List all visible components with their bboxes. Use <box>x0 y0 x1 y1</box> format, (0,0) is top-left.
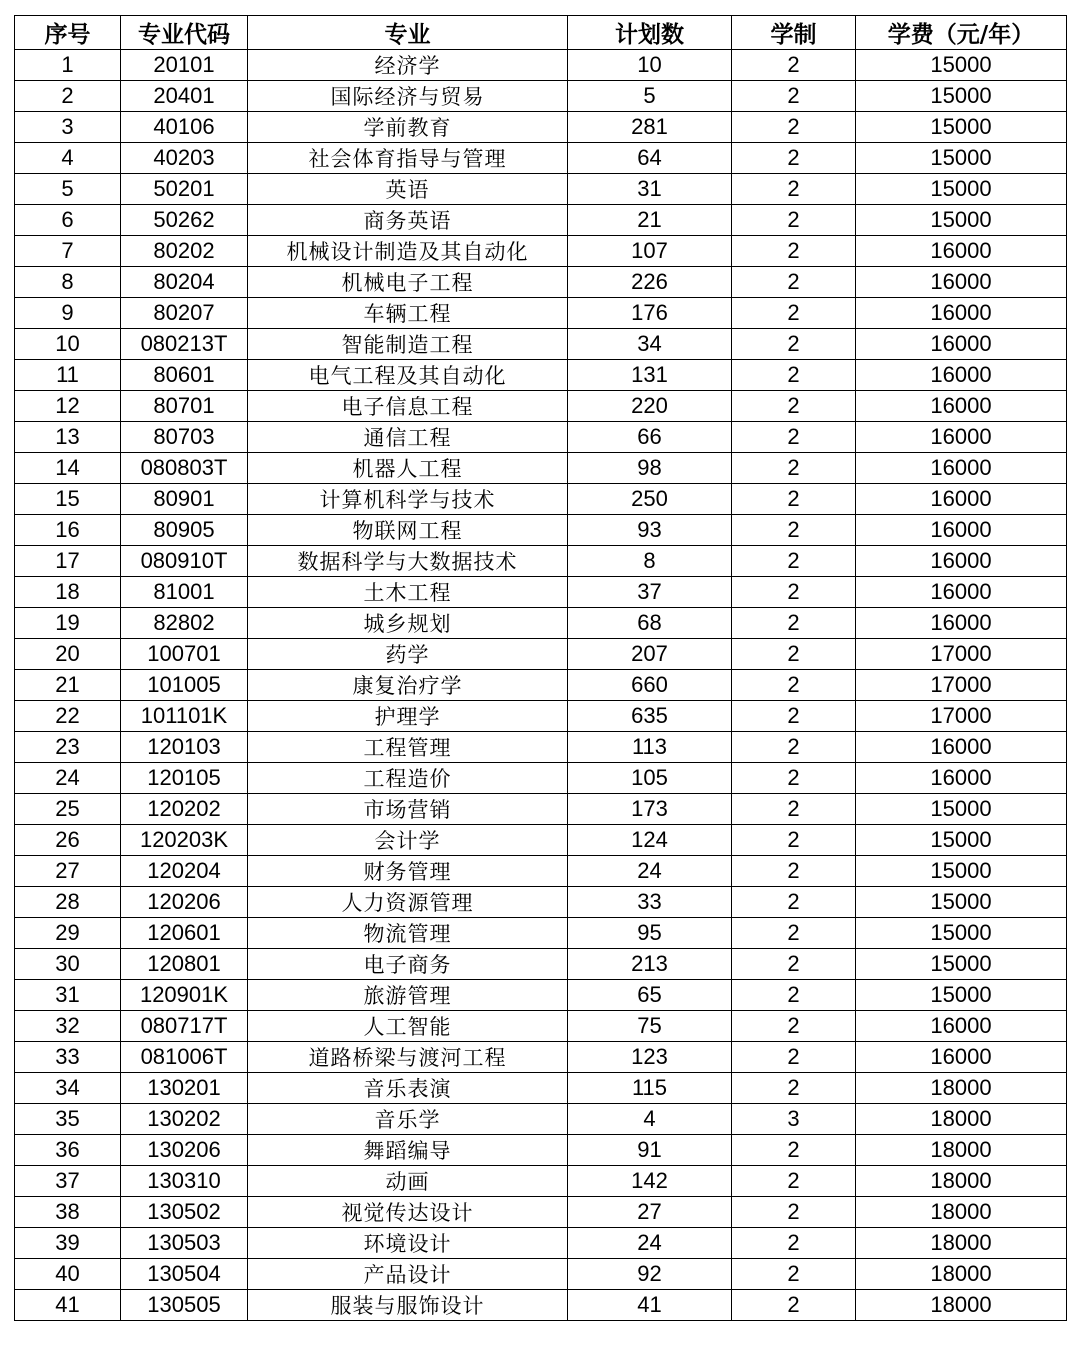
cell-index: 14 <box>15 453 121 484</box>
cell-major: 康复治疗学 <box>248 670 568 701</box>
cell-plan-count: 123 <box>568 1042 732 1073</box>
cell-tuition: 18000 <box>856 1259 1067 1290</box>
cell-major: 视觉传达设计 <box>248 1197 568 1228</box>
cell-major: 通信工程 <box>248 422 568 453</box>
cell-plan-count: 173 <box>568 794 732 825</box>
cell-duration: 2 <box>732 205 856 236</box>
cell-major-code: 080803T <box>121 453 248 484</box>
cell-index: 18 <box>15 577 121 608</box>
enrollment-plan-table <box>14 15 1067 1321</box>
cell-duration: 2 <box>732 949 856 980</box>
cell-plan-count: 68 <box>568 608 732 639</box>
cell-major-code: 80701 <box>121 391 248 422</box>
cell-plan-count: 5 <box>568 81 732 112</box>
cell-plan-count: 66 <box>568 422 732 453</box>
table-row <box>15 887 1067 918</box>
cell-major-code: 080910T <box>121 546 248 577</box>
cell-plan-count: 142 <box>568 1166 732 1197</box>
cell-tuition: 15000 <box>856 174 1067 205</box>
cell-major-code: 120103 <box>121 732 248 763</box>
cell-duration: 2 <box>732 577 856 608</box>
cell-plan-count: 281 <box>568 112 732 143</box>
cell-index: 17 <box>15 546 121 577</box>
cell-major-code: 80905 <box>121 515 248 546</box>
cell-index: 35 <box>15 1104 121 1135</box>
cell-plan-count: 250 <box>568 484 732 515</box>
cell-duration: 2 <box>732 174 856 205</box>
cell-duration: 2 <box>732 143 856 174</box>
cell-plan-count: 31 <box>568 174 732 205</box>
cell-major-code: 130310 <box>121 1166 248 1197</box>
cell-major-code: 80204 <box>121 267 248 298</box>
cell-tuition: 16000 <box>856 453 1067 484</box>
cell-duration: 3 <box>732 1104 856 1135</box>
table-row <box>15 546 1067 577</box>
cell-tuition: 15000 <box>856 856 1067 887</box>
cell-duration: 2 <box>732 1135 856 1166</box>
cell-major-code: 101005 <box>121 670 248 701</box>
cell-index: 10 <box>15 329 121 360</box>
table-row <box>15 205 1067 236</box>
cell-major-code: 20401 <box>121 81 248 112</box>
cell-duration: 2 <box>732 453 856 484</box>
cell-duration: 2 <box>732 422 856 453</box>
table-row <box>15 608 1067 639</box>
cell-index: 25 <box>15 794 121 825</box>
table-row <box>15 112 1067 143</box>
cell-tuition: 15000 <box>856 81 1067 112</box>
cell-major-code: 130505 <box>121 1290 248 1321</box>
cell-plan-count: 10 <box>568 50 732 81</box>
cell-duration: 2 <box>732 1228 856 1259</box>
table-row <box>15 267 1067 298</box>
header-major-code: 专业代码 <box>121 16 248 50</box>
cell-index: 5 <box>15 174 121 205</box>
cell-tuition: 17000 <box>856 639 1067 670</box>
cell-duration: 2 <box>732 515 856 546</box>
cell-duration: 2 <box>732 887 856 918</box>
cell-major: 机械电子工程 <box>248 267 568 298</box>
cell-plan-count: 226 <box>568 267 732 298</box>
cell-index: 8 <box>15 267 121 298</box>
cell-tuition: 16000 <box>856 763 1067 794</box>
table-row <box>15 453 1067 484</box>
table-row <box>15 670 1067 701</box>
cell-plan-count: 115 <box>568 1073 732 1104</box>
cell-plan-count: 33 <box>568 887 732 918</box>
table-row <box>15 1290 1067 1321</box>
cell-major-code: 80901 <box>121 484 248 515</box>
cell-duration: 2 <box>732 732 856 763</box>
cell-duration: 2 <box>732 329 856 360</box>
cell-duration: 2 <box>732 1042 856 1073</box>
table-row <box>15 484 1067 515</box>
table-row <box>15 980 1067 1011</box>
header-index: 序号 <box>15 16 121 50</box>
cell-major: 音乐学 <box>248 1104 568 1135</box>
cell-major: 环境设计 <box>248 1228 568 1259</box>
cell-plan-count: 176 <box>568 298 732 329</box>
cell-tuition: 15000 <box>856 50 1067 81</box>
table-row <box>15 1135 1067 1166</box>
cell-index: 19 <box>15 608 121 639</box>
cell-index: 32 <box>15 1011 121 1042</box>
cell-major-code: 130201 <box>121 1073 248 1104</box>
cell-major: 机器人工程 <box>248 453 568 484</box>
cell-tuition: 16000 <box>856 391 1067 422</box>
table-header-row <box>15 16 1067 50</box>
table-row <box>15 639 1067 670</box>
cell-major: 人工智能 <box>248 1011 568 1042</box>
cell-major: 物联网工程 <box>248 515 568 546</box>
cell-index: 15 <box>15 484 121 515</box>
cell-plan-count: 660 <box>568 670 732 701</box>
cell-duration: 2 <box>732 50 856 81</box>
cell-major-code: 120204 <box>121 856 248 887</box>
cell-tuition: 16000 <box>856 298 1067 329</box>
cell-duration: 2 <box>732 918 856 949</box>
cell-major-code: 120206 <box>121 887 248 918</box>
cell-tuition: 15000 <box>856 143 1067 174</box>
cell-major-code: 080717T <box>121 1011 248 1042</box>
cell-plan-count: 4 <box>568 1104 732 1135</box>
cell-plan-count: 41 <box>568 1290 732 1321</box>
cell-duration: 2 <box>732 763 856 794</box>
cell-major-code: 81001 <box>121 577 248 608</box>
cell-major-code: 80202 <box>121 236 248 267</box>
table-row <box>15 577 1067 608</box>
header-tuition: 学费（元/年） <box>856 16 1067 50</box>
cell-duration: 2 <box>732 236 856 267</box>
cell-index: 6 <box>15 205 121 236</box>
table-body <box>15 50 1067 1321</box>
cell-plan-count: 8 <box>568 546 732 577</box>
cell-tuition: 16000 <box>856 236 1067 267</box>
cell-tuition: 15000 <box>856 887 1067 918</box>
cell-major: 市场营销 <box>248 794 568 825</box>
cell-major: 道路桥梁与渡河工程 <box>248 1042 568 1073</box>
cell-plan-count: 635 <box>568 701 732 732</box>
cell-major: 药学 <box>248 639 568 670</box>
cell-index: 22 <box>15 701 121 732</box>
cell-duration: 2 <box>732 1290 856 1321</box>
cell-tuition: 16000 <box>856 360 1067 391</box>
cell-major-code: 120105 <box>121 763 248 794</box>
cell-major-code: 120202 <box>121 794 248 825</box>
cell-major-code: 20101 <box>121 50 248 81</box>
table-row <box>15 422 1067 453</box>
cell-duration: 2 <box>732 484 856 515</box>
document-page <box>14 15 1066 1321</box>
cell-tuition: 18000 <box>856 1104 1067 1135</box>
cell-major-code: 50262 <box>121 205 248 236</box>
cell-duration: 2 <box>732 825 856 856</box>
cell-major: 机械设计制造及其自动化 <box>248 236 568 267</box>
cell-plan-count: 24 <box>568 1228 732 1259</box>
cell-duration: 2 <box>732 81 856 112</box>
cell-major: 动画 <box>248 1166 568 1197</box>
table-row <box>15 794 1067 825</box>
cell-major: 城乡规划 <box>248 608 568 639</box>
cell-index: 7 <box>15 236 121 267</box>
cell-duration: 2 <box>732 546 856 577</box>
table-row <box>15 1197 1067 1228</box>
cell-plan-count: 24 <box>568 856 732 887</box>
cell-tuition: 15000 <box>856 825 1067 856</box>
cell-major-code: 101101K <box>121 701 248 732</box>
cell-duration: 2 <box>732 112 856 143</box>
cell-index: 23 <box>15 732 121 763</box>
cell-plan-count: 92 <box>568 1259 732 1290</box>
cell-plan-count: 98 <box>568 453 732 484</box>
table-row <box>15 949 1067 980</box>
cell-index: 31 <box>15 980 121 1011</box>
cell-plan-count: 213 <box>568 949 732 980</box>
cell-major: 国际经济与贸易 <box>248 81 568 112</box>
cell-plan-count: 207 <box>568 639 732 670</box>
cell-tuition: 16000 <box>856 515 1067 546</box>
cell-major: 财务管理 <box>248 856 568 887</box>
table-row <box>15 81 1067 112</box>
cell-major-code: 80703 <box>121 422 248 453</box>
cell-duration: 2 <box>732 298 856 329</box>
cell-index: 41 <box>15 1290 121 1321</box>
cell-index: 28 <box>15 887 121 918</box>
cell-major-code: 50201 <box>121 174 248 205</box>
cell-major-code: 130202 <box>121 1104 248 1135</box>
cell-duration: 2 <box>732 1011 856 1042</box>
cell-index: 3 <box>15 112 121 143</box>
table-row <box>15 515 1067 546</box>
cell-tuition: 16000 <box>856 329 1067 360</box>
cell-index: 16 <box>15 515 121 546</box>
cell-plan-count: 131 <box>568 360 732 391</box>
cell-major-code: 120901K <box>121 980 248 1011</box>
cell-major: 英语 <box>248 174 568 205</box>
cell-major-code: 40203 <box>121 143 248 174</box>
cell-tuition: 16000 <box>856 484 1067 515</box>
cell-index: 36 <box>15 1135 121 1166</box>
cell-major: 智能制造工程 <box>248 329 568 360</box>
cell-tuition: 18000 <box>856 1073 1067 1104</box>
cell-plan-count: 37 <box>568 577 732 608</box>
cell-index: 34 <box>15 1073 121 1104</box>
cell-major: 音乐表演 <box>248 1073 568 1104</box>
cell-major: 电子商务 <box>248 949 568 980</box>
cell-duration: 2 <box>732 608 856 639</box>
cell-major-code: 130206 <box>121 1135 248 1166</box>
table-row <box>15 143 1067 174</box>
cell-plan-count: 65 <box>568 980 732 1011</box>
cell-tuition: 15000 <box>856 980 1067 1011</box>
table-row <box>15 174 1067 205</box>
cell-tuition: 16000 <box>856 422 1067 453</box>
cell-major: 服装与服饰设计 <box>248 1290 568 1321</box>
cell-tuition: 16000 <box>856 267 1067 298</box>
cell-major: 电气工程及其自动化 <box>248 360 568 391</box>
table-row <box>15 1228 1067 1259</box>
table-row <box>15 1104 1067 1135</box>
cell-tuition: 16000 <box>856 1011 1067 1042</box>
cell-duration: 2 <box>732 1259 856 1290</box>
cell-major: 产品设计 <box>248 1259 568 1290</box>
cell-index: 38 <box>15 1197 121 1228</box>
cell-index: 11 <box>15 360 121 391</box>
cell-duration: 2 <box>732 267 856 298</box>
cell-major: 人力资源管理 <box>248 887 568 918</box>
cell-tuition: 15000 <box>856 949 1067 980</box>
table-row <box>15 732 1067 763</box>
cell-plan-count: 21 <box>568 205 732 236</box>
cell-tuition: 16000 <box>856 732 1067 763</box>
cell-duration: 2 <box>732 360 856 391</box>
cell-duration: 2 <box>732 391 856 422</box>
table-row <box>15 298 1067 329</box>
cell-major: 土木工程 <box>248 577 568 608</box>
cell-index: 2 <box>15 81 121 112</box>
cell-duration: 2 <box>732 980 856 1011</box>
table-row <box>15 856 1067 887</box>
cell-major-code: 82802 <box>121 608 248 639</box>
cell-index: 21 <box>15 670 121 701</box>
cell-major-code: 100701 <box>121 639 248 670</box>
table-row <box>15 236 1067 267</box>
cell-tuition: 15000 <box>856 918 1067 949</box>
cell-major-code: 120601 <box>121 918 248 949</box>
cell-index: 26 <box>15 825 121 856</box>
cell-index: 20 <box>15 639 121 670</box>
table-row <box>15 50 1067 81</box>
cell-duration: 2 <box>732 639 856 670</box>
cell-index: 33 <box>15 1042 121 1073</box>
cell-duration: 2 <box>732 1073 856 1104</box>
header-duration: 学制 <box>732 16 856 50</box>
cell-tuition: 16000 <box>856 546 1067 577</box>
cell-duration: 2 <box>732 701 856 732</box>
cell-major: 计算机科学与技术 <box>248 484 568 515</box>
cell-tuition: 18000 <box>856 1228 1067 1259</box>
cell-index: 39 <box>15 1228 121 1259</box>
cell-index: 12 <box>15 391 121 422</box>
cell-duration: 2 <box>732 670 856 701</box>
cell-major-code: 80207 <box>121 298 248 329</box>
cell-major: 学前教育 <box>248 112 568 143</box>
cell-index: 27 <box>15 856 121 887</box>
cell-duration: 2 <box>732 1197 856 1228</box>
cell-plan-count: 107 <box>568 236 732 267</box>
table-row <box>15 1042 1067 1073</box>
cell-index: 13 <box>15 422 121 453</box>
table-row <box>15 701 1067 732</box>
cell-major: 舞蹈编导 <box>248 1135 568 1166</box>
cell-major-code: 081006T <box>121 1042 248 1073</box>
cell-index: 29 <box>15 918 121 949</box>
cell-plan-count: 34 <box>568 329 732 360</box>
cell-major: 工程管理 <box>248 732 568 763</box>
cell-tuition: 18000 <box>856 1197 1067 1228</box>
cell-plan-count: 220 <box>568 391 732 422</box>
cell-index: 1 <box>15 50 121 81</box>
cell-major: 物流管理 <box>248 918 568 949</box>
cell-major: 社会体育指导与管理 <box>248 143 568 174</box>
cell-major: 护理学 <box>248 701 568 732</box>
cell-plan-count: 105 <box>568 763 732 794</box>
cell-major: 商务英语 <box>248 205 568 236</box>
header-major: 专业 <box>248 16 568 50</box>
cell-tuition: 15000 <box>856 205 1067 236</box>
header-plan-count: 计划数 <box>568 16 732 50</box>
table-row <box>15 360 1067 391</box>
cell-major: 旅游管理 <box>248 980 568 1011</box>
table-row <box>15 763 1067 794</box>
cell-major: 工程造价 <box>248 763 568 794</box>
cell-plan-count: 93 <box>568 515 732 546</box>
table-row <box>15 825 1067 856</box>
cell-plan-count: 124 <box>568 825 732 856</box>
table-row <box>15 1166 1067 1197</box>
cell-major: 会计学 <box>248 825 568 856</box>
cell-tuition: 17000 <box>856 701 1067 732</box>
cell-tuition: 18000 <box>856 1290 1067 1321</box>
cell-index: 24 <box>15 763 121 794</box>
cell-tuition: 18000 <box>856 1166 1067 1197</box>
cell-major: 电子信息工程 <box>248 391 568 422</box>
cell-major: 车辆工程 <box>248 298 568 329</box>
cell-major-code: 130504 <box>121 1259 248 1290</box>
cell-major-code: 80601 <box>121 360 248 391</box>
cell-index: 9 <box>15 298 121 329</box>
cell-tuition: 15000 <box>856 794 1067 825</box>
cell-major-code: 40106 <box>121 112 248 143</box>
cell-index: 4 <box>15 143 121 174</box>
cell-tuition: 15000 <box>856 112 1067 143</box>
cell-tuition: 16000 <box>856 608 1067 639</box>
cell-tuition: 16000 <box>856 577 1067 608</box>
cell-duration: 2 <box>732 1166 856 1197</box>
cell-major-code: 080213T <box>121 329 248 360</box>
table-row <box>15 329 1067 360</box>
cell-plan-count: 95 <box>568 918 732 949</box>
cell-tuition: 18000 <box>856 1135 1067 1166</box>
table-row <box>15 391 1067 422</box>
table-row <box>15 1011 1067 1042</box>
cell-plan-count: 27 <box>568 1197 732 1228</box>
cell-plan-count: 91 <box>568 1135 732 1166</box>
table-row <box>15 918 1067 949</box>
cell-major-code: 130503 <box>121 1228 248 1259</box>
cell-major: 经济学 <box>248 50 568 81</box>
cell-major: 数据科学与大数据技术 <box>248 546 568 577</box>
cell-tuition: 17000 <box>856 670 1067 701</box>
cell-plan-count: 64 <box>568 143 732 174</box>
cell-major-code: 120801 <box>121 949 248 980</box>
cell-index: 37 <box>15 1166 121 1197</box>
cell-index: 40 <box>15 1259 121 1290</box>
cell-duration: 2 <box>732 856 856 887</box>
cell-duration: 2 <box>732 794 856 825</box>
cell-tuition: 16000 <box>856 1042 1067 1073</box>
cell-major-code: 130502 <box>121 1197 248 1228</box>
table-row <box>15 1073 1067 1104</box>
cell-plan-count: 75 <box>568 1011 732 1042</box>
table-row <box>15 1259 1067 1290</box>
cell-plan-count: 113 <box>568 732 732 763</box>
cell-major-code: 120203K <box>121 825 248 856</box>
cell-index: 30 <box>15 949 121 980</box>
